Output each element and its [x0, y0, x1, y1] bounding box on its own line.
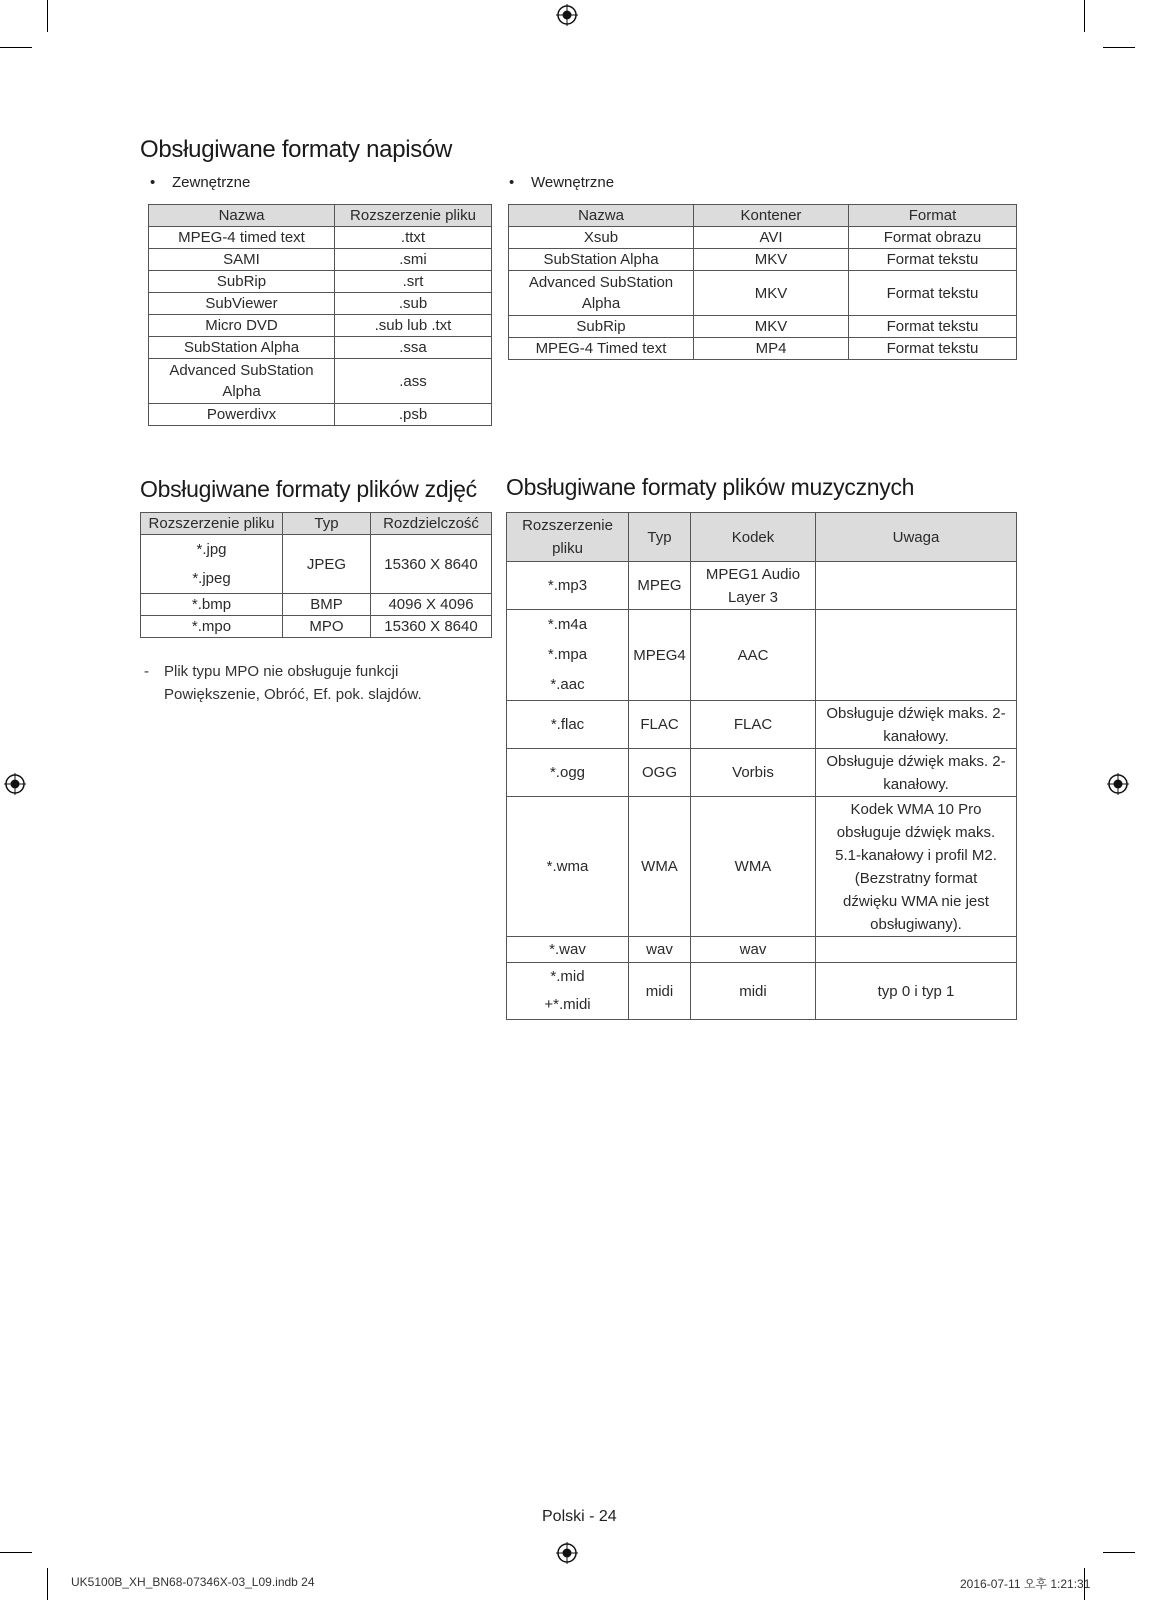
note-dash: -: [144, 663, 149, 680]
table-cell: Micro DVD: [149, 315, 335, 337]
crop-mark: [47, 1568, 48, 1600]
table-row: [507, 937, 1017, 963]
table-cell: [141, 535, 283, 594]
column-header: Rozszerzenie pliku: [335, 205, 492, 227]
table-row: [141, 616, 492, 638]
table-row: [509, 227, 1017, 249]
table-cell: MKV: [694, 249, 849, 271]
table-cell: .srt: [335, 271, 492, 293]
column-header: Uwaga: [816, 513, 1017, 562]
crop-mark: [1103, 47, 1135, 48]
table-cell: [816, 937, 1017, 963]
table-row: [149, 271, 492, 293]
table-cell: *.mpo: [141, 616, 283, 638]
table-cell: .sub: [335, 293, 492, 315]
column-header: Nazwa: [149, 205, 335, 227]
extension-value: *.jpg: [196, 541, 227, 558]
table-cell: MPEG: [629, 562, 691, 610]
table-cell: Obsługuje dźwięk maks. 2-kanałowy.: [816, 749, 1017, 797]
external-subtitles-label: [150, 174, 250, 191]
table-cell: Format tekstu: [849, 271, 1017, 316]
column-header: Rozdzielczość: [371, 513, 492, 535]
table-cell: [507, 963, 629, 1020]
table-cell: BMP: [283, 594, 371, 616]
print-timestamp: 2016-07-11 오후 1:21:31: [960, 1577, 1091, 1591]
table-row: [507, 963, 1017, 1020]
extension-value: *.mid: [550, 968, 585, 985]
extension-value: *.m4a: [547, 616, 588, 633]
table-row: [509, 316, 1017, 338]
table-cell: midi: [691, 963, 816, 1020]
table-cell: MPEG-4 Timed text: [509, 338, 694, 360]
table-cell: SubViewer: [149, 293, 335, 315]
table-cell: SAMI: [149, 249, 335, 271]
table-cell: JPEG: [283, 535, 371, 594]
table-cell: SubStation Alpha: [149, 337, 335, 359]
table-row: [141, 594, 492, 616]
table-row: [149, 293, 492, 315]
table-row: [507, 562, 1017, 610]
table-cell: OGG: [629, 749, 691, 797]
crop-mark: [1103, 1552, 1135, 1553]
table-row: [507, 610, 1017, 701]
column-header: Typ: [283, 513, 371, 535]
table-row: [149, 337, 492, 359]
extension-value: *.mpa: [547, 646, 588, 663]
photo-note: [144, 660, 464, 706]
external-label-text: Zewnętrzne: [172, 174, 251, 191]
table-cell: AVI: [694, 227, 849, 249]
table-cell: Format tekstu: [849, 338, 1017, 360]
table-header-row: [141, 513, 492, 535]
extension-value: *.jpeg: [192, 570, 231, 587]
table-cell: WMA: [629, 797, 691, 937]
crop-mark: [1084, 0, 1085, 32]
table-cell: .ttxt: [335, 227, 492, 249]
table-cell: .smi: [335, 249, 492, 271]
table-cell: wav: [629, 937, 691, 963]
table-cell: MKV: [694, 271, 849, 316]
table-cell: FLAC: [629, 701, 691, 749]
table-cell: *.flac: [507, 701, 629, 749]
table-cell: [507, 610, 629, 701]
table-cell: MPO: [283, 616, 371, 638]
table-cell: Vorbis: [691, 749, 816, 797]
external-subtitles-table: [148, 204, 492, 426]
table-cell: 15360 X 8640: [371, 535, 492, 594]
table-row: [509, 271, 1017, 316]
table-cell: MKV: [694, 316, 849, 338]
column-header: Nazwa: [509, 205, 694, 227]
table-cell: AAC: [691, 610, 816, 701]
file-info: UK5100B_XH_BN68-07346X-03_L09.indb 24: [71, 1575, 315, 1589]
table-cell: Xsub: [509, 227, 694, 249]
table-row: [149, 404, 492, 426]
page-number: Polski - 24: [542, 1508, 617, 1525]
photos-section-title: Obsługiwane formaty plików zdjęć: [140, 476, 477, 502]
table-cell: Powerdivx: [149, 404, 335, 426]
table-cell: *.wav: [507, 937, 629, 963]
table-cell: *.ogg: [507, 749, 629, 797]
crop-mark: [0, 47, 32, 48]
music-formats-table: [506, 512, 1017, 1020]
table-cell: midi: [629, 963, 691, 1020]
table-cell: *.mp3: [507, 562, 629, 610]
registration-mark-icon: [4, 773, 26, 795]
table-cell: Obsługuje dźwięk maks. 2-kanałowy.: [816, 701, 1017, 749]
table-cell: Advanced SubStation Alpha: [509, 271, 694, 316]
bullet-icon: •: [509, 174, 515, 191]
table-row: [141, 535, 492, 594]
column-header: Typ: [629, 513, 691, 562]
table-row: [149, 315, 492, 337]
bullet-icon: •: [150, 174, 156, 191]
table-cell: 15360 X 8640: [371, 616, 492, 638]
table-cell: Format tekstu: [849, 249, 1017, 271]
table-cell: MP4: [694, 338, 849, 360]
table-row: [509, 249, 1017, 271]
internal-subtitles-table: [508, 204, 1017, 360]
table-row: [509, 338, 1017, 360]
table-cell: MPEG1 Audio Layer 3: [691, 562, 816, 610]
column-header: Kontener: [694, 205, 849, 227]
table-cell: *.bmp: [141, 594, 283, 616]
table-cell: Format tekstu: [849, 316, 1017, 338]
registration-mark-icon: [1107, 773, 1129, 795]
table-row: [507, 701, 1017, 749]
subtitles-section-title: Obsługiwane formaty napisów: [140, 136, 453, 163]
internal-label-text: Wewnętrzne: [531, 174, 615, 191]
table-cell: MPEG4: [629, 610, 691, 701]
table-cell: WMA: [691, 797, 816, 937]
table-cell: .sub lub .txt: [335, 315, 492, 337]
table-cell: 4096 X 4096: [371, 594, 492, 616]
table-row: [507, 749, 1017, 797]
table-row: [149, 249, 492, 271]
table-cell: typ 0 i typ 1: [816, 963, 1017, 1020]
table-row: [507, 797, 1017, 937]
table-header-row: [509, 205, 1017, 227]
table-cell: .ass: [335, 359, 492, 404]
table-cell: Kodek WMA 10 Pro obsługuje dźwięk maks. 5.1-kanałowy i profil M2. (Bezstratny format dźwięku WMA nie jest obsługiwany).: [816, 797, 1017, 937]
table-header-row: [149, 205, 492, 227]
table-cell: Format obrazu: [849, 227, 1017, 249]
column-header: Kodek: [691, 513, 816, 562]
extension-value: +*.midi: [544, 996, 591, 1013]
table-cell: .psb: [335, 404, 492, 426]
table-cell: [816, 610, 1017, 701]
table-cell: [816, 562, 1017, 610]
table-cell: Advanced SubStation Alpha: [149, 359, 335, 404]
table-header-row: [507, 513, 1017, 562]
table-cell: .ssa: [335, 337, 492, 359]
registration-mark-icon: [556, 4, 578, 26]
crop-mark: [0, 1552, 32, 1553]
table-cell: *.wma: [507, 797, 629, 937]
table-cell: wav: [691, 937, 816, 963]
column-header: Rozszerzenie pliku: [141, 513, 283, 535]
table-cell: SubRip: [509, 316, 694, 338]
music-section-title: Obsługiwane formaty plików muzycznych: [506, 474, 915, 500]
column-header: Rozszerzenie pliku: [507, 513, 629, 562]
note-text: Plik typu MPO nie obsługuje funkcji Powiększenie, Obróć, Ef. pok. slajdów.: [164, 663, 422, 703]
registration-mark-icon: [556, 1542, 578, 1564]
crop-mark: [47, 0, 48, 32]
photo-formats-table: [140, 512, 492, 638]
table-cell: SubRip: [149, 271, 335, 293]
table-row: [149, 227, 492, 249]
internal-subtitles-label: [509, 174, 614, 191]
table-cell: SubStation Alpha: [509, 249, 694, 271]
column-header: Format: [849, 205, 1017, 227]
table-row: [149, 359, 492, 404]
table-cell: MPEG-4 timed text: [149, 227, 335, 249]
table-cell: FLAC: [691, 701, 816, 749]
extension-value: *.aac: [550, 676, 585, 693]
